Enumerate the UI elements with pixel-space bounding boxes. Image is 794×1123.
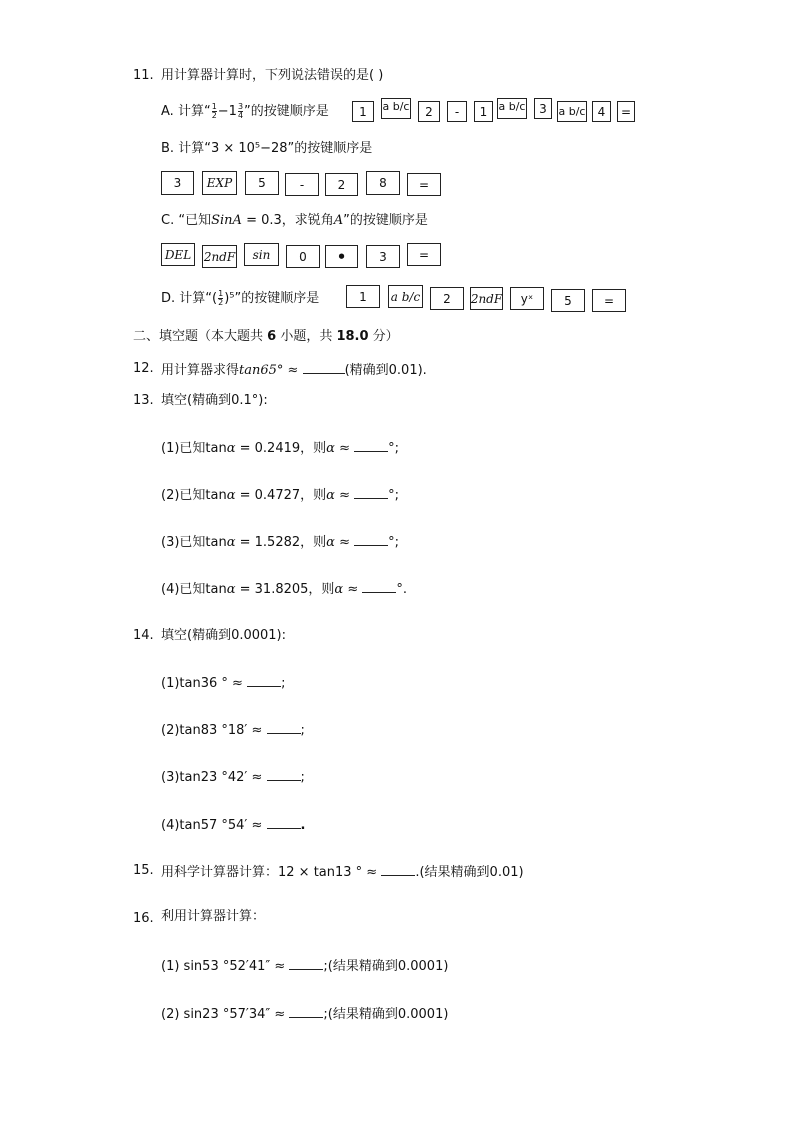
option-d-text-post: )⁵”的按键顺序是	[224, 291, 320, 306]
q16-item-expr: (2) sin23 °57′34″ ≈	[161, 1007, 290, 1022]
q13-number: 13.	[133, 393, 154, 408]
q11-option-b	[161, 140, 372, 158]
answer-blank[interactable]	[354, 532, 388, 546]
q15-text	[161, 862, 524, 882]
key-1: 1	[352, 101, 374, 122]
key-1: 1	[474, 101, 493, 122]
key-2: 2	[418, 101, 440, 122]
key-equals: =	[592, 289, 626, 312]
alpha-var: α	[326, 488, 335, 503]
q12-text	[161, 360, 427, 380]
q14-item-expr: (3)tan23 °42′ ≈	[161, 770, 267, 785]
section-2-count: 6	[267, 329, 277, 344]
section-2-title-b: 小题，共	[276, 329, 337, 344]
fraction-one-half: $\frac{1}{2}$	[211, 102, 217, 120]
key-fraction: a b/c	[381, 98, 411, 119]
q16-item-2	[161, 1004, 448, 1024]
alpha-var: α	[226, 441, 236, 456]
q16-item-post: ;(结果精确到0.0001)	[323, 959, 449, 974]
option-c-text-mid: = 0.3，求锐角	[241, 213, 334, 228]
q12-number: 12.	[133, 361, 154, 376]
q14-item-end: ;	[300, 723, 305, 738]
option-c-var-sina: SinA	[211, 213, 242, 228]
alpha-var: α	[326, 441, 335, 456]
q14-item-end: ;	[300, 770, 305, 785]
key-del: DEL	[161, 243, 195, 266]
q13-item-end: °;	[388, 441, 399, 456]
key-0: 0	[286, 245, 320, 268]
key-equals: =	[407, 243, 441, 266]
q13-item-3	[161, 532, 399, 552]
option-b-text: 计算“3 × 10⁵−28”的按键顺序是	[178, 141, 373, 156]
option-b-label: B.	[161, 141, 175, 156]
key-fraction: a b/c	[497, 98, 527, 119]
q13-stem: 填空(精确到0.1°):	[161, 393, 268, 408]
approx-sign: ≈	[343, 582, 363, 597]
key-3: 3	[534, 98, 552, 119]
answer-blank[interactable]	[289, 1004, 323, 1018]
key-decimal-point: •	[325, 245, 358, 268]
answer-blank[interactable]	[289, 956, 323, 970]
q12-expression: tan65° ≈	[239, 363, 299, 378]
q13-item-eq: = 31.8205，则	[235, 582, 335, 597]
key-minus: -	[285, 173, 319, 196]
approx-sign: ≈	[334, 441, 355, 456]
answer-blank[interactable]	[381, 862, 415, 876]
q11-number: 11.	[133, 68, 154, 83]
key-equals: =	[407, 173, 441, 196]
key-5: 5	[245, 171, 279, 195]
q16-number: 16.	[133, 911, 154, 926]
option-a-label: A.	[161, 104, 174, 119]
q13-item-pre: (1)已知tan	[161, 441, 227, 456]
option-d-text-pre: 计算“(	[179, 291, 218, 306]
option-c-var-a: A	[333, 213, 344, 228]
answer-blank[interactable]	[354, 438, 388, 452]
option-c-text-post: ”的按键顺序是	[343, 213, 428, 228]
q11-option-c	[161, 212, 428, 230]
q13-item-pre: (4)已知tan	[161, 582, 227, 597]
q14-item-4	[161, 815, 306, 835]
key-4: 4	[592, 101, 611, 122]
alpha-var: α	[226, 488, 236, 503]
q14-number: 14.	[133, 628, 154, 643]
q16-item-1	[161, 956, 448, 976]
alpha-var: α	[326, 535, 335, 550]
q13-item-end: °.	[396, 582, 408, 597]
q15-post: .(结果精确到0.01)	[415, 865, 524, 880]
q11-option-d	[161, 290, 319, 308]
key-sin: sin	[244, 243, 279, 266]
fraction-one-half: $\frac{1}{2}$	[218, 289, 224, 307]
key-2ndf: 2ndF	[202, 245, 237, 268]
key-3: 3	[161, 171, 194, 195]
option-d-label: D.	[161, 291, 176, 306]
q15-number: 15.	[133, 863, 154, 878]
answer-blank[interactable]	[267, 720, 301, 734]
q14-stem: 填空(精确到0.0001):	[161, 628, 287, 643]
q13-item-pre: (2)已知tan	[161, 488, 227, 503]
key-2ndf: 2ndF	[470, 287, 503, 310]
section-2-score: 18.0	[336, 329, 369, 344]
q14-item-end: ;	[281, 676, 286, 691]
key-3: 3	[366, 245, 400, 268]
key-2: 2	[430, 287, 464, 310]
q14-item-2	[161, 720, 305, 740]
q14-item-1	[161, 673, 285, 693]
fraction-three-quarters: $\frac{3}{4}$	[237, 102, 244, 120]
q13-item-eq: = 0.2419，则	[235, 441, 327, 456]
q14-item-expr: (4)tan57 °54′ ≈	[161, 818, 267, 833]
answer-blank[interactable]	[247, 673, 281, 687]
option-a-text-post: ”的按键顺序是	[244, 104, 329, 119]
key-equals: =	[617, 101, 635, 122]
section-2-title-a: 二、填空题（本大题共	[133, 329, 268, 344]
option-a-minus: −1	[217, 104, 237, 119]
answer-blank[interactable]	[267, 815, 301, 829]
approx-sign: ≈	[334, 488, 355, 503]
q14-item-3	[161, 767, 305, 787]
answer-blank[interactable]	[303, 360, 345, 374]
section-2-title	[133, 328, 399, 346]
option-c-text-pre: “已知	[178, 213, 212, 228]
key-fraction: a b/c	[557, 101, 587, 122]
q11-option-a	[161, 103, 329, 121]
option-c-label: C.	[161, 213, 175, 228]
approx-sign: ≈	[334, 535, 355, 550]
q14-item-expr: (2)tan83 °18′ ≈	[161, 723, 267, 738]
alpha-var: α	[226, 535, 236, 550]
alpha-var: α	[226, 582, 236, 597]
key-1: 1	[346, 285, 380, 308]
alpha-var: α	[334, 582, 344, 597]
key-5: 5	[551, 289, 585, 312]
q13-item-4	[161, 579, 407, 599]
key-minus: -	[447, 101, 467, 122]
q16-item-expr: (1) sin53 °52′41″ ≈	[161, 959, 290, 974]
answer-blank[interactable]	[267, 767, 301, 781]
section-2-title-c: 分）	[368, 329, 399, 344]
q13-item-2	[161, 485, 399, 505]
answer-blank[interactable]	[354, 485, 388, 499]
q14-item-expr: (1)tan36 ° ≈	[161, 676, 248, 691]
q12-post: (精确到0.01).	[344, 363, 427, 378]
q13-item-eq: = 1.5282，则	[235, 535, 327, 550]
q16-stem: 利用计算器计算：	[161, 909, 266, 924]
q11-stem: 用计算器计算时，下列说法错误的是( )	[161, 68, 384, 83]
key-8: 8	[366, 171, 400, 195]
q13-item-end: °;	[388, 535, 399, 550]
q14-item-end: .	[300, 818, 306, 833]
q13-item-1	[161, 438, 399, 458]
key-fraction: a b/c	[388, 285, 423, 308]
q12-pre: 用计算器求得	[161, 363, 240, 378]
key-2: 2	[325, 173, 358, 196]
key-exp: EXP	[202, 171, 237, 195]
key-power: yˣ	[510, 287, 544, 310]
option-a-text-pre: 计算“	[177, 104, 211, 119]
q16-item-post: ;(结果精确到0.0001)	[323, 1007, 449, 1022]
q13-item-pre: (3)已知tan	[161, 535, 227, 550]
q13-item-eq: = 0.4727，则	[235, 488, 327, 503]
q15-pre: 用科学计算器计算：12 × tan13 ° ≈	[161, 865, 382, 880]
q13-item-end: °;	[388, 488, 399, 503]
answer-blank[interactable]	[362, 579, 396, 593]
